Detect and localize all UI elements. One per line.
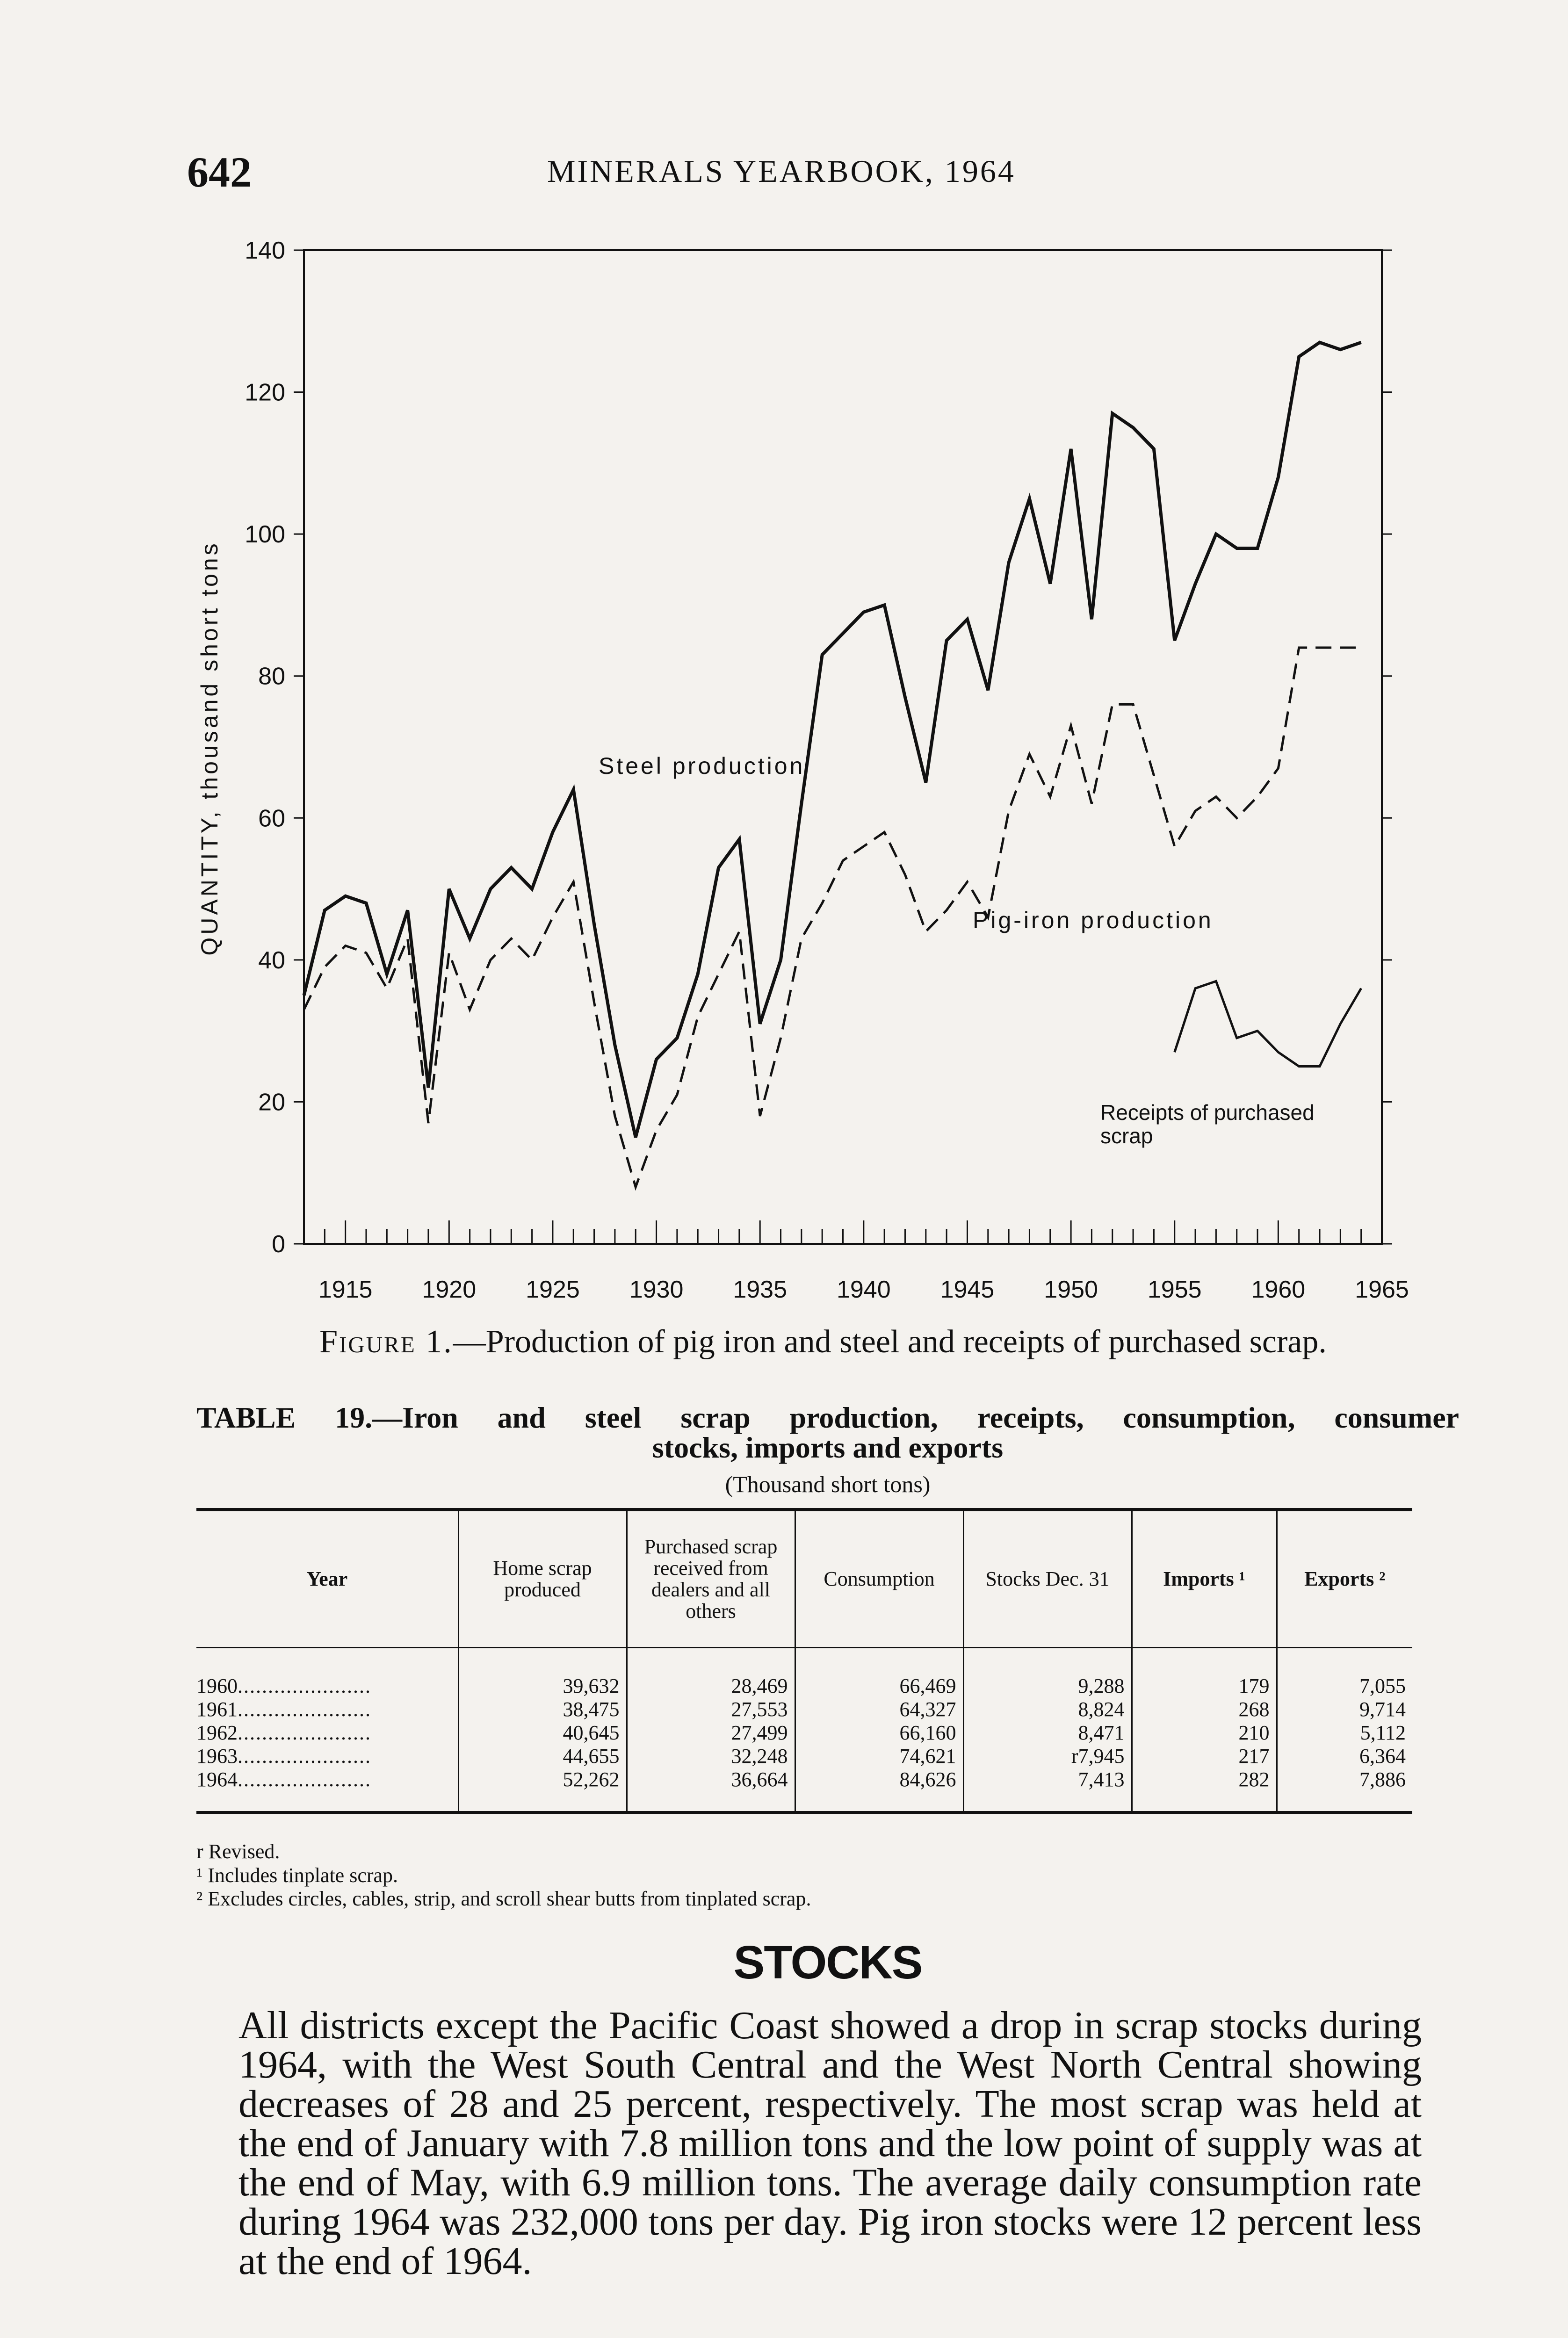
table-footnotes xyxy=(196,1840,811,1911)
table-row xyxy=(196,1769,1412,1812)
table-title-line2: stocks, imports and exports xyxy=(652,1431,1004,1464)
y-tick-label: 120 xyxy=(245,379,285,406)
year-value: 1962 xyxy=(196,1721,238,1744)
x-tick-label: 1945 xyxy=(940,1276,995,1303)
cell-year xyxy=(196,1699,458,1722)
x-tick-label: 1920 xyxy=(422,1276,477,1303)
footnote-revised: r Revised. xyxy=(196,1840,280,1863)
cell-consumption: 66,160 xyxy=(795,1722,963,1746)
section-heading: STOCKS xyxy=(733,1936,922,1989)
y-tick-label: 0 xyxy=(272,1231,285,1258)
cell-consumption: 66,469 xyxy=(795,1648,963,1699)
running-title: MINERALS YEARBOOK, 1964 xyxy=(547,153,1016,189)
column-header-imports: Imports ¹ xyxy=(1132,1510,1277,1648)
x-tick-label: 1915 xyxy=(318,1276,373,1303)
cell-stocks: 7,413 xyxy=(963,1769,1132,1812)
y-tick-label: 100 xyxy=(245,521,285,548)
plot-frame xyxy=(304,250,1382,1244)
cell-consumption: 64,327 xyxy=(795,1699,963,1722)
x-tick-label: 1930 xyxy=(629,1276,684,1303)
cell-exports: 7,055 xyxy=(1277,1648,1412,1699)
cell-imports: 210 xyxy=(1132,1722,1277,1746)
column-header-consumption: Consumption xyxy=(795,1510,963,1648)
cell-exports: 5,112 xyxy=(1277,1722,1412,1746)
y-tick-label: 20 xyxy=(258,1089,285,1116)
cell-exports: 7,886 xyxy=(1277,1769,1412,1812)
x-tick-label: 1935 xyxy=(733,1276,788,1303)
year-value: 1961 xyxy=(196,1698,238,1721)
y-tick-label: 40 xyxy=(258,946,285,974)
column-header-stocks: Stocks Dec. 31 xyxy=(963,1510,1132,1648)
cell-consumption: 84,626 xyxy=(795,1769,963,1812)
year-value: 1963 xyxy=(196,1745,238,1768)
chart-axes xyxy=(304,250,1382,1244)
annotation-pig-iron: Pig-iron production xyxy=(973,907,1214,933)
y-tick-label: 80 xyxy=(258,663,285,690)
page-number: 642 xyxy=(187,148,252,196)
series-line-steel xyxy=(304,342,1361,1137)
column-header-purchased-scrap: Purchased scrap received from dealers and all others xyxy=(627,1510,795,1648)
x-tick-label: 1965 xyxy=(1355,1276,1409,1303)
cell-home-scrap: 39,632 xyxy=(458,1648,627,1699)
footnote-2: ² Excludes circles, cables, strip, and scroll shear butts from tinplated scrap. xyxy=(196,1887,811,1911)
column-header-exports: Exports ² xyxy=(1277,1510,1412,1648)
cell-stocks: 8,471 xyxy=(963,1722,1132,1746)
column-header-year: Year xyxy=(196,1510,458,1648)
cell-year xyxy=(196,1746,458,1769)
cell-home-scrap: 40,645 xyxy=(458,1722,627,1746)
table-row xyxy=(196,1648,1412,1699)
table-title xyxy=(196,1403,1459,1463)
cell-stocks: r7,945 xyxy=(963,1746,1132,1769)
column-header-home-scrap: Home scrap produced xyxy=(458,1510,627,1648)
dot-leader: ...................... xyxy=(238,1768,371,1791)
page-header xyxy=(187,147,1450,199)
figure-chart xyxy=(178,220,1431,1305)
cell-imports: 217 xyxy=(1132,1746,1277,1769)
annotation-steel: Steel production xyxy=(599,753,805,779)
x-axis-ticks xyxy=(318,1220,1409,1303)
table-row xyxy=(196,1699,1412,1722)
table-row xyxy=(196,1722,1412,1746)
chart-series xyxy=(304,342,1361,1187)
cell-purchased-scrap: 27,553 xyxy=(627,1699,795,1722)
year-value: 1960 xyxy=(196,1674,238,1697)
footnote-1: ¹ Includes tinplate scrap. xyxy=(196,1863,398,1887)
x-tick-label: 1925 xyxy=(526,1276,580,1303)
scrap-table xyxy=(196,1508,1412,1814)
cell-imports: 268 xyxy=(1132,1699,1277,1722)
y-tick-label: 140 xyxy=(245,237,285,264)
table-title-line1: TABLE 19.—Iron and steel scrap production, receipts, consumption, consumer xyxy=(196,1401,1459,1434)
x-tick-label: 1950 xyxy=(1044,1276,1098,1303)
x-tick-label: 1940 xyxy=(836,1276,891,1303)
y-tick-label: 60 xyxy=(258,805,285,832)
cell-stocks: 8,824 xyxy=(963,1699,1132,1722)
cell-stocks: 9,288 xyxy=(963,1648,1132,1699)
x-tick-label: 1960 xyxy=(1251,1276,1306,1303)
figure-caption xyxy=(196,1323,1450,1361)
dot-leader: ...................... xyxy=(238,1721,371,1744)
cell-purchased-scrap: 27,499 xyxy=(627,1722,795,1746)
cell-home-scrap: 38,475 xyxy=(458,1699,627,1722)
table-row xyxy=(196,1746,1412,1769)
table-subtitle: (Thousand short tons) xyxy=(725,1471,931,1497)
table-header-row xyxy=(196,1510,1412,1648)
x-tick-label: 1955 xyxy=(1147,1276,1202,1303)
annotation-scrap-line1: Receipts of purchased xyxy=(1100,1100,1315,1125)
dot-leader: ...................... xyxy=(238,1674,371,1697)
year-value: 1964 xyxy=(196,1768,238,1791)
y-axis-label: QUANTITY, thousand short tons xyxy=(196,541,223,956)
cell-year xyxy=(196,1769,458,1812)
dot-leader: ...................... xyxy=(238,1698,371,1721)
cell-imports: 282 xyxy=(1132,1769,1277,1812)
cell-home-scrap: 52,262 xyxy=(458,1769,627,1812)
annotation-scrap-line2: scrap xyxy=(1100,1124,1153,1148)
series-line-purchased-scrap xyxy=(1175,981,1361,1066)
dot-leader: ...................... xyxy=(238,1745,371,1768)
figure-caption-text: —Production of pig iron and steel and receipts of purchased scrap. xyxy=(453,1324,1327,1360)
cell-consumption: 74,621 xyxy=(795,1746,963,1769)
cell-exports: 9,714 xyxy=(1277,1699,1412,1722)
cell-purchased-scrap: 28,469 xyxy=(627,1648,795,1699)
cell-imports: 179 xyxy=(1132,1648,1277,1699)
figure-caption-label: Figure 1. xyxy=(319,1324,453,1360)
cell-purchased-scrap: 36,664 xyxy=(627,1769,795,1812)
cell-purchased-scrap: 32,248 xyxy=(627,1746,795,1769)
cell-year xyxy=(196,1722,458,1746)
cell-exports: 6,364 xyxy=(1277,1746,1412,1769)
cell-home-scrap: 44,655 xyxy=(458,1746,627,1769)
cell-year xyxy=(196,1648,458,1699)
body-paragraph: All districts except the Pacific Coast showed a drop in scrap stocks during 1964, with the West South Central and the West North Central showing decreases of 28 and 25 percent, respectively. The most scrap was held at the end of January with 7.8 million tons and the low point of supply was at the end of May, with 6.9 million tons. The average daily consumption rate during 1964 was 232,000 tons per day. Pig iron stocks were 12 percent less at the end of 1964. xyxy=(238,2004,1422,2283)
